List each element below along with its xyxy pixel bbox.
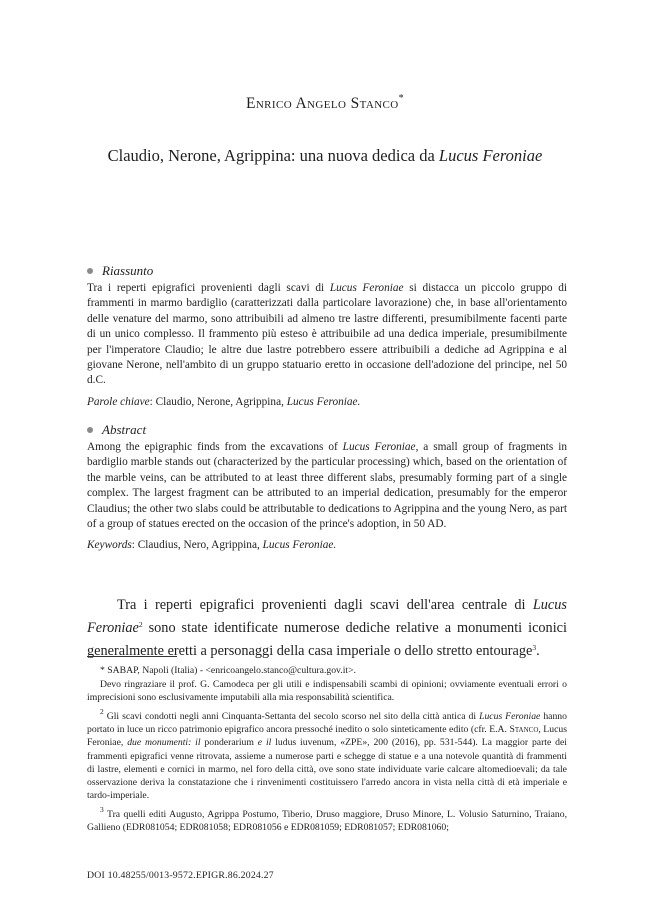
author-name: Enrico Angelo Stanco* (245, 93, 405, 112)
author-footnote-marker: * (398, 93, 405, 104)
footnote-affiliation: * SABAP, Napoli (Italia) - <enricoangelo.stanco@cultura.gov.it>. (100, 665, 356, 676)
bullet-icon (87, 268, 93, 274)
bullet-icon (87, 427, 93, 433)
doi-line: DOI 10.48255/0013-9572.EPIGR.86.2024.27 (87, 870, 274, 881)
footnote-2: $^2$ Gli scavi condotti negli anni Cinquanta-Settanta del secolo scorso nel sito della città antica di Lucus Feroniae hanno portato in luce un ricco patrimonio epigrafico ancora pressoché inedito o solo sinteticamente edito (cfr. E.A. Stanco, Lucus Feroniae, due monumenti: il ponderarium e il ludus iuvenum, «ZPE», 200 (2016), pp. 531-544). La maggior parte dei frammenti epigrafici venne ritrovata, assieme a numerose parti e schegge di statue e a una notevole quantità di frammenti di lastre, elementi e cornici in marmo, nel foro della città, ove sono state individuate varie calcare altomedioevali; da tale osservazione deriva la constatazione che i rinvenimenti costituissero l'arredo ancora in vista nella città di età imperiale e tardo-imperiale. (87, 707, 567, 801)
body-paragraph: Tra i reperti epigrafici provenienti dagli scavi dell'area centrale di Lucus Feroniae$^2$ sono state identificate numerose dediche relative a monumenti iconici generalmente eretti a personaggi della casa imperiale o dello stretto entourage$^3$. (87, 597, 567, 660)
footnote-ref-3[interactable]: 3 (532, 643, 537, 653)
footnote-thanks: Devo ringraziare il prof. G. Camodeca per gli utili e indispensabili scambi di opinioni; ovviamente eventuali errori o imprecisioni sono esclusivamente imputabili alla mia responsabilità scientifica. (87, 679, 567, 704)
riassunto-section (87, 263, 567, 410)
riassunto-keywords: Parole chiave: Claudio, Nerone, Agrippina, Lucus Feroniae. (87, 395, 361, 408)
footnote-3: $^3$ Tra quelli editi Augusto, Agrippa Postumo, Tiberio, Druso maggiore, Druso Minore, L. Volusio Saturnino, Traiano, Gallieno (EDR081054; EDR081058; EDR081056 e EDR081059; EDR081057; EDR081060; (87, 804, 567, 834)
abstract-section (87, 422, 567, 554)
article-title: Claudio, Nerone, Agrippina: una nuova dedica da Lucus Feroniae (107, 146, 543, 165)
riassunto-text: Tra i reperti epigrafici provenienti dagli scavi di Lucus Feroniae si distacca un piccolo gruppo di frammenti in marmo bardiglio (caratterizzati dalla particolare lavorazione) che, in base all'orientamento delle venature del marmo, sono attribuibili ad almeno tre lastre differenti, presumibilmente facenti parte di un unico complesso. Il frammento più esteso è attribuibile ad una dedica imperiale, presumibilmente per l'imperatore Claudio; le altre due lastre potrebbero essere attribuibili a dediche ad Agrippina e al giovane Nerone, nell'ambito di un gruppo statuario eretto in occasione dell'adozione del principe, nel 50 d.C. (87, 282, 567, 387)
footnote-divider (87, 656, 177, 657)
footnotes (87, 664, 567, 835)
abstract-keywords: Keywords: Claudius, Nero, Agrippina, Lucus Feroniae. (87, 539, 337, 552)
abstract-heading: Abstract (87, 422, 567, 438)
riassunto-heading: Riassunto (87, 263, 567, 279)
footnote-ref-2[interactable]: 2 (138, 620, 143, 630)
abstract-text: Among the epigraphic finds from the excavations of Lucus Feroniae, a small group of fragments in bardiglio marble stands out (characterized by the particular processing) which, based on the orientation of the marble veins, can be attributed to at least three different slabs, presumably forming part of a single complex. The largest fragment can be attributed to an imperial dedication, presumably for the emperor Claudius; the other two slabs could be attributable to dedications to Agrippina and the young Nero, as part of a group of statues erected on the occasion of the prince's adoption, in 50 AD. (87, 441, 568, 531)
